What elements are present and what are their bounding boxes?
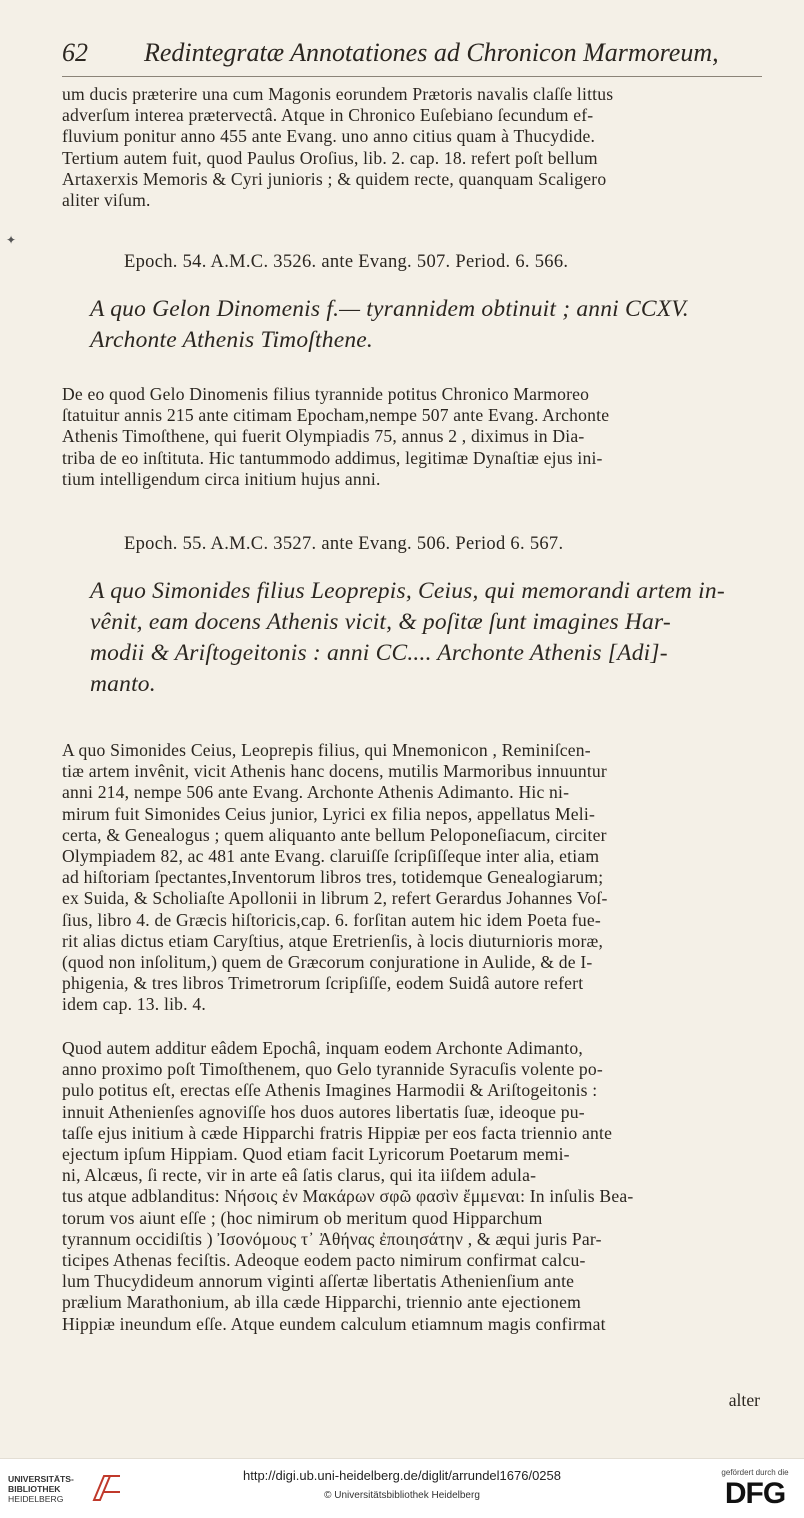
margin-mark: ✦ [6,233,17,247]
catchword: alter [728,1390,760,1410]
header-rule [62,76,762,77]
paragraph-4: Quod autem additur eâdem Epochâ, inquam eodem Archonte Adimanto, anno proximo poſt Timoſthenem, quo Gelo tyrannide Syracuſis volente po- pulo potitus eſt, erectas eſſe Athenis Imagines Harmodii & Ariſtogeitonis : innuit Athenienſes agnoviſſe hos duos autores libertatis ſuæ, ideoque pu- taſſe ejus initium à cæde Hipparchi fratris Hippiæ per eos facta triennio ante ejectum ipſum Hippiam. Quod etiam facit Lyricorum Poetarum memi- ni, Alcæus, ſi recte, vir in arte eâ ſatis clarus, qui ita iiſdem adula- tus atque adblanditus: Νήσοις ἐν Μακάρων σφῶ φασὶν ἔμμεναι: In inſulis Bea- torum vos aiunt eſſe ; (hoc nimirum ob meritum quod Hipparchum tyrannum occidiſtis ) Ἰσονόμους τ᾽ Ἀθήνας ἐποιησάτην , & æqui juris Par- ticipes Athenas feciſtis. Adeoque eodem pacto nimirum confirmat calcu- lum Thucydideum annorum viginti aſſertæ libertatis Athenienſium ante prælium Marathonium, ab illa cæde Hipparchi, triennio ante ejectionem Hippiæ ineundum eſſe. Atque eundem calculum etiamnum magis confirmat [62,1038,634,1334]
paragraph-3: A quo Simonides Ceius, Leoprepis filius, qui Mnemonicon , Reminiſcen- tiæ artem invênit, vicit Athenis hanc docens, mutilis Marmoribus innuuntur anni 214, nempe 506 ante Evang. Archonte Athenis Adimanto. Hic ni- mirum fuit Simonides Ceius junior, Lyrici ex filia nepos, appellatus Meli- certa, & Genealogus ; quem aliquanto ante bellum Peloponeſiacum, circiter Olympiadem 82, ac 481 ante Evang. claruiſſe ſcripſiſſeque inter alia, etiam ad hiſtoriam ſpectantes,Inventorum libros tres, totidemque Genealogiarum; ex Suida, & Scholiaſte Apollonii in librum 2, refert Gerardus Johannes Voſ- ſius, libro 4. de Græcis hiſtoricis,cap. 6. forſitan autem hic idem Poeta fue- rit alias dictus etiam Caryſtius, atque Eretrienſis, à locis diuturnioris moræ, (quod non inſolitum,) quem de Græcorum conjuratione in Aulide, & de I- phigenia, & tres libros Trimetrorum ſcripſiſſe, eodem Suidâ autore refert idem cap. 13. lib. 4. [62,740,608,1015]
dfg-wordmark: DFG [724,1477,786,1510]
permalink-url[interactable]: http://digi.ub.uni-heidelberg.de/diglit/arrundel1676/0258 [242,1468,561,1483]
epoch-heading-54: Epoch. 54. A.M.C. 3526. ante Evang. 507. Period. 6. 566. [124,252,569,272]
funded-by-label: gefördert durch die [721,1468,789,1477]
library-name: UNIVERSITÄTS- BIBLIOTHEK HEIDELBERG [8,1474,74,1504]
running-title: Redintegratæ Annotationes ad Chronicon Marmoreum, [144,38,719,67]
paragraph-2: De eo quod Gelo Dinomenis filius tyrannide potitus Chronico Marmoreo ſtatuitur annis 215 ante citimam Epocham,nempe 507 ante Evang. Archonte Athenis Timoſthene, qui fuerit Olympiadis 75, annus 2 , diximus in Dia- triba de eo inſtituta. Hic tantummodo addimus, legitimæ Dynaſtiæ ejus ini- tium intelligendum circa initium hujus anni. [62,384,610,489]
lemma-simonides: A quo Simonides filius Leoprepis, Ceius, qui memorandi artem in- vênit, eam docens Athenis vicit, & poſitæ ſunt imagines Har- modii & Ariſtogeitonis : anni CC.... Archonte Athenis [Adi]- manto. [90,578,725,697]
lemma-gelon: A quo Gelon Dinomenis f.— tyrannidem obtinuit ; anni CCXV. Archonte Athenis Timoſthene. [90,296,689,353]
epoch-heading-55: Epoch. 55. A.M.C. 3527. ante Evang. 506. Period 6. 567. [124,534,564,554]
page-number: 62 [62,38,88,67]
paragraph-1: um ducis præterire una cum Magonis eorundem Prætoris navalis claſſe littus adverſum interea prætervectâ. Atque in Chronico Euſebiano ſecundum ef- fluvium ponitur anno 455 ante Evang. uno anno citius quam à Thucydide. Tertium autem fuit, quod Paulus Oroſius, lib. 2. cap. 18. refert poſt bellum Artaxerxis Memoris & Cyri junioris ; & quidem recte, quanquam Scaligero aliter viſum. [62,84,614,211]
page-header [62,38,762,78]
copyright-notice: © Universitätsbibliothek Heidelberg [324,1490,480,1501]
dfg-logo[interactable] [714,1468,796,1509]
